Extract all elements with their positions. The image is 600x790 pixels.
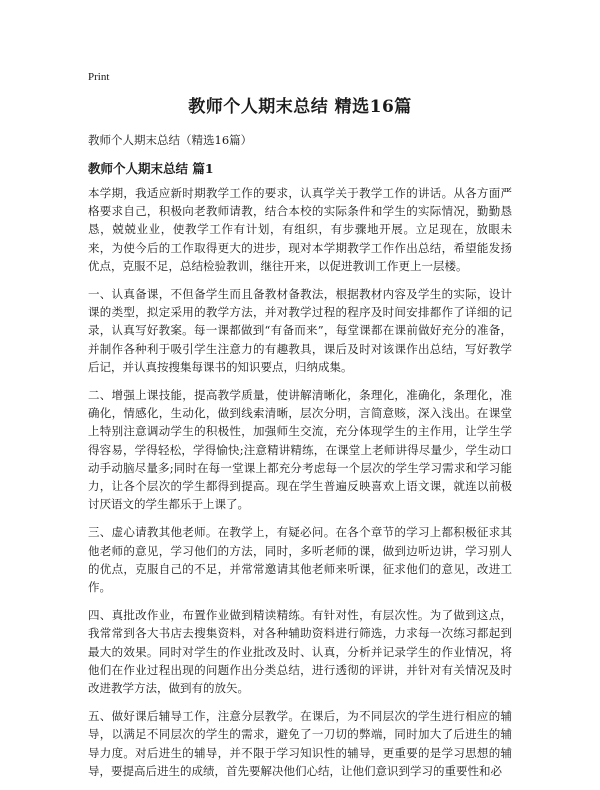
print-label: Print <box>88 71 110 83</box>
section-heading: 教师个人期末总结 篇1 <box>88 161 214 176</box>
paragraph-2: 二、增强上课技能，提高教学质量，使讲解清晰化，条理化，准确化，条理化，准确化，情感化，生动化，做到线索清晰，层次分明，言简意赅，深入浅出。在课堂上特别注意调动学生的积极性，加强师生交流，充分体现学生的主作用，让学生学得容易，学得轻松，学得愉快;注意精讲精练，在课堂上老师讲得尽量少，学生动口动手动脑尽量多;同时在每一堂课上都充分考虑每一个层次的学生学习需求和学习能力，让各个层次的学生都得到提高。现在学生普遍反映喜欢上语文课，就连以前极讨厌语文的学生都乐于上课了。 <box>88 388 512 512</box>
paragraph-3: 三、虚心请教其他老师。在教学上，有疑必问。在各个章节的学习上都积极征求其他老师的意见，学习他们的方法，同时，多听老师的课，做到边听边讲，学习别人的优点，克服自己的不足，并常常邀请其他老师来听课，征求他们的意见，改进工作。 <box>88 525 512 595</box>
document-body <box>88 184 512 790</box>
paragraph-4: 四、真批改作业，布置作业做到精读精练。有针对性，有层次性。为了做到这点，我常常到各大书店去搜集资料，对各种辅助资料进行筛选，力求每一次练习都起到最大的效果。同时对学生的作业批改及时、认真，分析并记录学生的作业情况，将他们在作业过程出现的问题作出分类总结，进行透彻的评讲，并针对有关情况及时改进教学方法，做到有的放矢。 <box>88 608 512 696</box>
paragraph-1: 一、认真备课，不但备学生而且备教材备教法，根据教材内容及学生的实际，设计课的类型，拟定采用的教学方法，并对教学过程的程序及时间安排都作了详细的记录，认真写好教案。每一课都做到“有备而来”，每堂课都在课前做好充分的准备，并制作各种利于吸引学生注意力的有趣教具，课后及时对该课作出总结，写好教学后记，并认真按搜集每课书的知识要点，归纳成集。 <box>88 287 512 374</box>
paragraph-5: 五、做好课后辅导工作，注意分层教学。在课后，为不同层次的学生进行相应的辅导，以满足不同层次的学生的需求，避免了一刀切的弊端，同时加大了后进生的辅导力度。对后进生的辅导，并不限于学习知识性的辅导，更重要的是学习思想的辅导，要提高后进生的成绩，首先要解决他们心结，让他们意识到学习的重要性和必 <box>88 709 512 778</box>
document-title: 教师个人期末总结 精选16篇 <box>188 97 412 117</box>
document-subtitle: 教师个人期末总结（精选16篇） <box>88 133 253 147</box>
paragraph-intro: 本学期，我适应新时期教学工作的要求，认真学关于教学工作的讲话。从各方面严格要求自己，积极向老教师请教，结合本校的实际条件和学生的实际情况，勤勤恳恳，兢兢业业，使教学工作有计划，有组织，有步骤地开展。立足现在，放眼未来，为使今后的工作取得更大的进步，现对本学期教学工作作出总结，希望能发扬优点，克服不足，总结检验教训，继往开来，以促进教训工作更上一层楼。 <box>88 186 512 273</box>
